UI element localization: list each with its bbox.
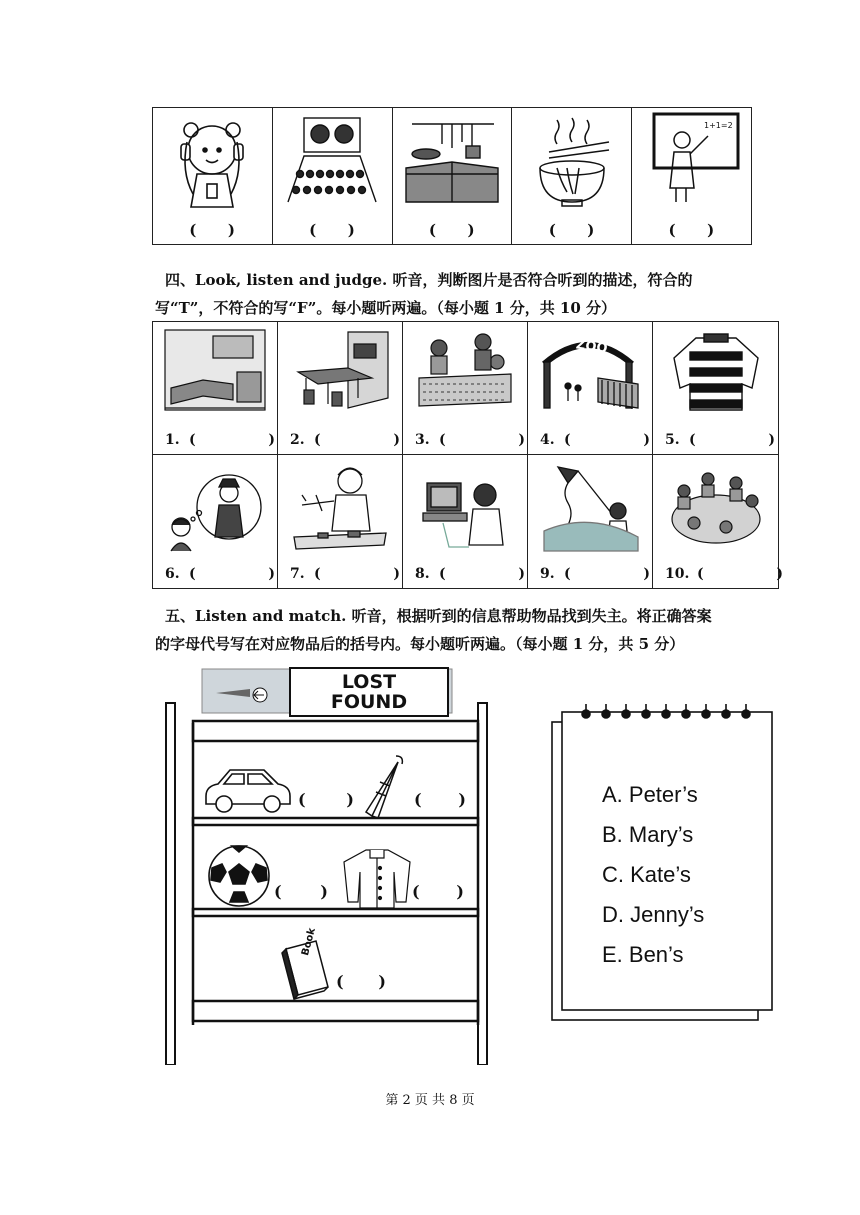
family-dinner-icon — [407, 328, 523, 420]
item-number: 2. — [290, 432, 305, 448]
boy-flying-kite-icon — [532, 461, 648, 553]
answer-blank[interactable]: ( ) — [428, 221, 476, 239]
answer-blank[interactable]: ( ) — [697, 566, 783, 582]
football-icon — [206, 842, 272, 910]
judge-item-7 — [278, 455, 403, 588]
section4-instruction-line1: 四、Look, listen and judge. 听音，判断图片是否符合听到的描述，符合的 — [165, 271, 693, 289]
car-answer-blank[interactable]: ( ) — [298, 790, 354, 809]
item-number: 8. — [415, 566, 430, 582]
owner-option-e: E. Ben’s — [602, 942, 684, 967]
page-footer: 第 2 页 共 8 页 — [385, 1093, 475, 1108]
section4-instruction-line2: 写“T”，不符合的写“F”。每小题听两遍。（每小题 1 分，共 10 分） — [155, 299, 617, 317]
judge-item-8 — [403, 455, 528, 588]
answer-blank[interactable]: ( ) — [439, 432, 525, 448]
jacket-answer-blank[interactable]: ( ) — [412, 882, 464, 901]
answer-blank[interactable]: ( ) — [668, 221, 715, 239]
book-answer-blank[interactable]: ( ) — [336, 972, 386, 991]
kids-playing-icon — [657, 461, 774, 553]
striped-sweater-icon — [657, 328, 774, 420]
item-number: 9. — [540, 566, 555, 582]
umbrella-icon — [362, 752, 412, 824]
strip-cell-3 — [393, 108, 513, 244]
owner-list — [602, 775, 704, 975]
football-answer-blank[interactable]: ( ) — [274, 882, 328, 901]
answer-blank[interactable]: ( ) — [314, 432, 400, 448]
answer-blank[interactable]: ( ) — [439, 566, 525, 582]
item-number: 10. — [665, 566, 690, 582]
owner-option-c: C. Kate’s — [602, 862, 691, 887]
zoo-sign: ZOO — [575, 337, 609, 357]
car-icon — [202, 762, 294, 816]
cinema-audience-icon — [273, 112, 392, 212]
item-number: 6. — [165, 566, 180, 582]
owner-option-a: A. Peter’s — [602, 782, 698, 807]
kitchen-icon — [393, 112, 512, 212]
item-number: 4. — [540, 432, 555, 448]
strip-cell-5 — [632, 108, 751, 244]
book-label: Book — [300, 926, 318, 957]
owner-option-b: B. Mary’s — [602, 822, 694, 847]
boy-model-plane-icon — [282, 461, 398, 553]
strip-cell-2 — [273, 108, 393, 244]
judge-item-5 — [653, 322, 778, 455]
judge-item-4 — [528, 322, 653, 455]
answer-blank[interactable]: ( ) — [564, 432, 650, 448]
judge-item-1 — [153, 322, 278, 455]
item-number: 7. — [290, 566, 305, 582]
judge-item-10 — [653, 455, 783, 588]
strip-cell-1 — [153, 108, 273, 244]
judge-item-2 — [278, 322, 403, 455]
answer-blank[interactable]: ( ) — [309, 221, 356, 239]
lost-sign-text: LOST — [341, 671, 397, 693]
judge-grid — [152, 321, 783, 589]
answer-blank[interactable]: ( ) — [689, 432, 775, 448]
noodle-bowl-icon — [512, 112, 631, 212]
office-room-icon — [157, 328, 273, 420]
found-sign-text: FOUND — [330, 691, 408, 713]
board-text: 1+1=2 — [703, 121, 733, 130]
owner-option-d: D. Jenny’s — [602, 902, 705, 927]
answer-blank[interactable]: ( ) — [189, 566, 275, 582]
judge-item-6 — [153, 455, 278, 588]
girl-computer-icon — [407, 461, 523, 553]
jacket-icon — [340, 846, 414, 910]
answer-blank[interactable]: ( ) — [564, 566, 650, 582]
picture-strip — [152, 107, 752, 245]
answer-blank[interactable]: ( ) — [189, 221, 236, 239]
meeting-room-icon — [282, 328, 398, 420]
answer-blank[interactable]: ( ) — [314, 566, 400, 582]
answer-blank[interactable]: ( ) — [189, 432, 275, 448]
section5-instruction-line1: 五、Listen and match. 听音，根据听到的信息帮助物品找到失主。将正确答案 — [165, 607, 712, 625]
item-number: 3. — [415, 432, 430, 448]
strip-cell-4 — [512, 108, 632, 244]
umbrella-answer-blank[interactable]: ( ) — [414, 790, 466, 809]
judge-item-9 — [528, 455, 653, 588]
teacher-blackboard-icon — [632, 112, 751, 212]
boy-dreaming-police-icon — [157, 461, 273, 553]
section5-instruction-line2: 的字母代号写在对应物品后的括号内。每小题听两遍。（每小题 1 分，共 5 分） — [155, 635, 685, 653]
item-number: 1. — [165, 432, 180, 448]
answer-blank[interactable]: ( ) — [548, 221, 595, 239]
girl-with-headphones-icon — [153, 112, 272, 212]
judge-item-3 — [403, 322, 528, 455]
item-number: 5. — [665, 432, 680, 448]
zoo-gate-icon — [532, 328, 648, 420]
